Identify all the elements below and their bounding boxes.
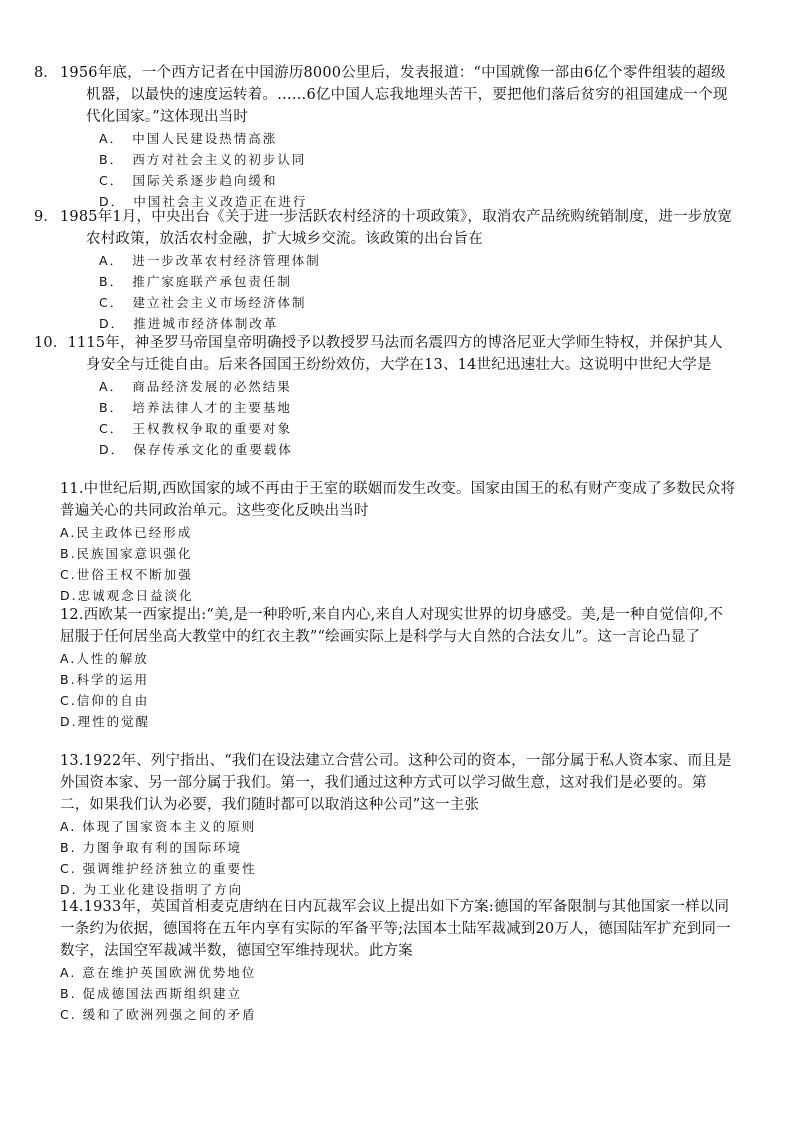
option-b[interactable]: B． 西方对社会主义的初步认同 — [99, 152, 307, 167]
options-list — [60, 522, 736, 606]
option-a[interactable]: A． 进一步改革农村经济管理体制 — [99, 253, 321, 268]
question-number: 14. — [60, 899, 84, 915]
question-text: 1956年底，一个西方记者在中国游历8000公里后，发表报道：“中国就像一部由6亿个零件组装的超级机器，以最快的速度运转着。……6亿中国人忘我地埋头苦干，要把他们落后贫穷的祖国建成一个现代化国家。”这体现出当时 — [60, 65, 728, 125]
question-stem — [60, 896, 736, 962]
option-a[interactable]: A. 意在维护英国欧洲优势地位 — [60, 965, 257, 980]
option-a[interactable]: A.民主政体已经形成 — [60, 525, 193, 540]
options-list — [60, 376, 736, 460]
question-stem: 8． 1956年底，一个西方记者在中国游历8000公里后，发表报道：“中国就像一部由6亿个零件组装的超级机器，以最快的速度运转着。……6亿中国人忘我地埋头苦干，要把他们落后贫穷的祖国建成一个现代化国家。”这体现出当时 — [34, 65, 728, 125]
question-text: 1985年1月，中央出台《关于进一步活跃农村经济的十项政策》，取消农产品统购统销制度，进一步放宽农村政策，放活农村金融，扩大城乡交流。该政策的出台旨在 — [60, 209, 732, 247]
option-c[interactable]: C. 缓和了欧洲列强之间的矛盾 — [60, 1007, 257, 1022]
option-d[interactable]: D. 为工业化建设指明了方向 — [60, 882, 244, 897]
option-b[interactable]: B． 培养法律人才的主要基地 — [99, 400, 292, 415]
option-d[interactable]: D.理性的觉醒 — [60, 714, 151, 729]
question-10 — [34, 332, 736, 460]
option-c[interactable]: C． 国际关系逐步趋向缓和 — [99, 173, 278, 188]
option-a[interactable]: A． 中国人民建设热情高涨 — [99, 131, 278, 146]
options-list — [60, 128, 736, 212]
question-stem: 9． 1985年1月，中央出台《关于进一步活跃农村经济的十项政策》，取消农产品统购统销制度，进一步放宽农村政策，放活农村金融，扩大城乡交流。该政策的出台旨在 — [34, 209, 732, 247]
question-text: 西欧某一西家提出:“美,是一种聆听,来自内心,来自人对现实世界的切身感受。美,是一种自觉信仰,不屈服于任何居坐高大教堂中的红衣主教”“绘画实际上是科学与大自然的合法女儿”。这一言论凸显了 — [60, 607, 724, 645]
question-number: 12. — [60, 607, 84, 623]
question-8 — [34, 62, 736, 212]
option-d[interactable]: D． 中国社会主义改造正在进行 — [99, 194, 308, 209]
option-b[interactable]: B.民族国家意识强化 — [60, 546, 193, 561]
option-c[interactable]: C. 强调维护经济独立的重要性 — [60, 861, 257, 876]
question-9 — [34, 206, 736, 334]
question-12 — [60, 604, 736, 732]
question-text: 中世纪后期,西欧国家的域不再由于王室的联姻而发生改变。国家由国王的私有财产变成了多数民众将普遍关心的共同政治单元。这些变化反映出当时 — [60, 481, 736, 519]
question-text: 1933年，英国首相麦克唐纳在日内瓦裁军会议上提出如下方案:德国的军备限制与其他国家一样以同一条约为依据，德国将在五年内享有实际的军备平等;法国本土陆军裁减到20万人，德国陆军扩充到同一数字，法国空军裁减半数，德国空军维持现状。此方案 — [60, 899, 731, 959]
options-list — [60, 816, 736, 900]
question-number: 11. — [60, 481, 84, 497]
options-list — [60, 962, 736, 1025]
question-text: 1115年，神圣罗马帝国皇帝明确授予以教授罗马法而名震四方的博洛尼亚大学师生特权，并保护其人身安全与迁徙自由。后来各国国王纷纷效仿，大学在13、14世纪迅速壮大。这说明中世纪大学是 — [67, 335, 723, 373]
options-list — [60, 648, 736, 732]
question-11 — [60, 478, 736, 606]
options-list — [60, 250, 736, 334]
option-a[interactable]: A. 体现了国家资本主义的原则 — [60, 819, 257, 834]
option-d[interactable]: D． 保存传承文化的重要载体 — [99, 442, 293, 457]
question-number: 10． — [34, 335, 68, 351]
question-14 — [60, 896, 736, 1025]
question-stem — [60, 478, 736, 522]
question-stem — [34, 332, 736, 376]
question-13 — [60, 750, 736, 900]
option-a[interactable]: A.人性的解放 — [60, 651, 149, 666]
question-stem — [60, 604, 736, 648]
option-c[interactable]: C． 王权教权争取的重要对象 — [99, 421, 292, 436]
option-b[interactable]: B.科学的运用 — [60, 672, 150, 687]
option-d[interactable]: D.忠诚观念日益淡化 — [60, 588, 194, 603]
option-c[interactable]: C． 建立社会主义市场经济体制 — [99, 295, 307, 310]
option-d[interactable]: D． 推进城市经济体制改革 — [99, 316, 279, 331]
question-number: 13. — [60, 753, 84, 769]
option-c[interactable]: C.世俗王权不断加强 — [60, 567, 193, 582]
option-c[interactable]: C.信仰的自由 — [60, 693, 150, 708]
option-b[interactable]: B. 促成德国法西斯组织建立 — [60, 986, 243, 1001]
option-b[interactable]: B. 力图争取有利的国际环境 — [60, 840, 243, 855]
option-a[interactable]: A． 商品经济发展的必然结果 — [99, 379, 292, 394]
question-stem — [60, 750, 736, 816]
question-text: 1922年、列宁指出、“我们在设法建立合营公司。这种公司的资本，一部分属于私人资本家、而且是外国资本家、另一部分属于我们。第一，我们通过这种方式可以学习做生意，这对我们是必要的。第二，如果我们认为必要，我们随时都可以取消这种公司”这一主张 — [60, 753, 732, 813]
option-b[interactable]: B． 推广家庭联产承包责任制 — [99, 274, 292, 289]
